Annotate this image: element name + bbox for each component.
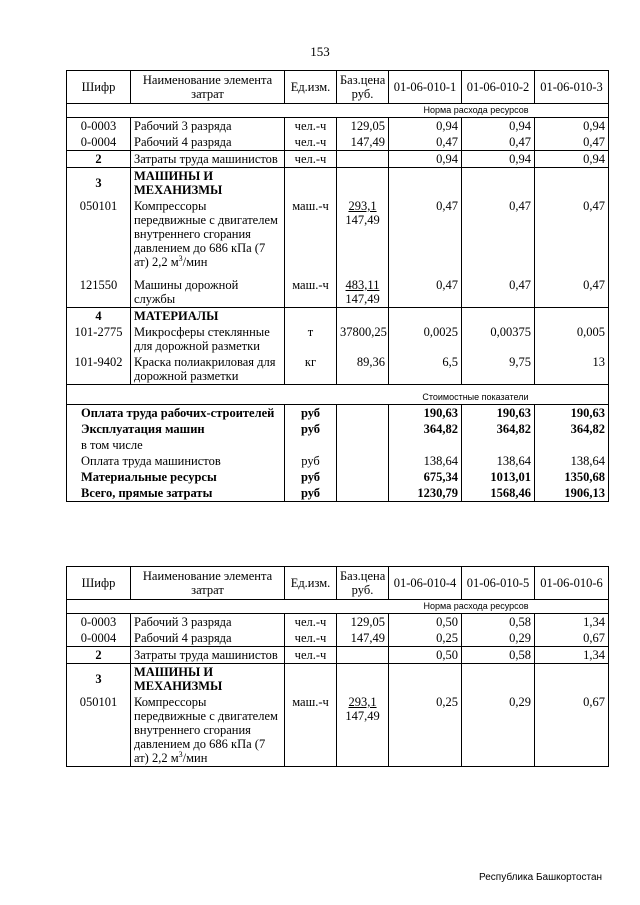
row-code: 0-0004 xyxy=(67,134,131,151)
header-col-5: 01-06-010-5 xyxy=(462,567,535,600)
table-row xyxy=(67,134,609,151)
cost-unit: руб xyxy=(285,469,337,485)
row-value: 13 xyxy=(535,354,609,385)
row-code: 0-0004 xyxy=(67,630,131,647)
row-code: 121550 xyxy=(67,270,131,308)
norm-label-row xyxy=(67,600,609,614)
row-unit: чел.-ч xyxy=(285,118,337,135)
row-value: 0,94 xyxy=(389,118,462,135)
cost-unit: руб xyxy=(285,405,337,422)
cost-name: Оплата труда рабочих-строителей xyxy=(67,405,285,422)
row-name: Компрессоры передвижные с двигателем внутреннего сгорания давлением до 686 кПа (7 ат) 2,2 $м^3$/мин xyxy=(131,198,285,270)
row-value: 0,47 xyxy=(389,134,462,151)
cost-unit: руб xyxy=(285,453,337,469)
cost-unit: руб xyxy=(285,485,337,502)
group-code: 4 xyxy=(67,308,131,325)
row-code: 050101 xyxy=(67,694,131,767)
cost-value: 138,64 xyxy=(462,453,535,469)
row-value: 6,5 xyxy=(389,354,462,385)
footer-region: Республика Башкортостан xyxy=(479,872,603,883)
row-value: 0,94 xyxy=(389,151,462,168)
header-col-1: 01-06-010-1 xyxy=(389,71,462,104)
row-code: 101-9402 xyxy=(67,354,131,385)
cost-label-row xyxy=(67,385,609,405)
row-value: 1,34 xyxy=(535,647,609,664)
table-row xyxy=(67,151,609,168)
table-row xyxy=(67,270,609,308)
row-unit: маш.-ч xyxy=(285,270,337,308)
row-value: 0,58 xyxy=(462,647,535,664)
row-value: 0,47 xyxy=(535,270,609,308)
group-row-machines xyxy=(67,168,609,199)
row-price: 37800,25 xyxy=(337,324,389,354)
cost-value: 138,64 xyxy=(535,453,609,469)
row-value: 0,67 xyxy=(535,694,609,767)
group-code: 3 xyxy=(67,168,131,199)
row-value: 0,94 xyxy=(462,151,535,168)
row-value: 0,47 xyxy=(535,134,609,151)
row-value: 0,94 xyxy=(535,118,609,135)
row-name: Машины дорожной службы xyxy=(131,270,285,308)
header-price: Баз.цена руб. xyxy=(337,71,389,104)
table-row xyxy=(67,630,609,647)
row-code: 0-0003 xyxy=(67,118,131,135)
group-name: МАШИНЫ И МЕХАНИЗМЫ xyxy=(131,168,285,199)
cost-value: 190,63 xyxy=(462,405,535,422)
cost-value: 364,82 xyxy=(462,421,535,437)
row-price: 483,11 147,49 xyxy=(337,270,389,308)
table-row xyxy=(67,324,609,354)
table-row xyxy=(67,198,609,270)
row-unit: чел.-ч xyxy=(285,134,337,151)
table-row xyxy=(67,354,609,385)
row-price xyxy=(337,647,389,664)
cost-name: Материальные ресурсы xyxy=(67,469,285,485)
row-value: 0,47 xyxy=(389,270,462,308)
row-price: 293,1 147,49 xyxy=(337,694,389,767)
row-code: 050101 xyxy=(67,198,131,270)
row-value: 0,47 xyxy=(462,270,535,308)
row-value: 0,50 xyxy=(389,647,462,664)
row-value: 0,94 xyxy=(535,151,609,168)
cost-value: 1906,13 xyxy=(535,485,609,502)
row-value: 0,47 xyxy=(535,198,609,270)
cost-value: 138,64 xyxy=(389,453,462,469)
row-value: 0,47 xyxy=(389,198,462,270)
row-value: 0,47 xyxy=(462,198,535,270)
row-price: 129,05 xyxy=(337,118,389,135)
row-code: 101-2775 xyxy=(67,324,131,354)
cost-label: Стоимостные показатели xyxy=(131,385,535,405)
row-value: 0,29 xyxy=(462,630,535,647)
cost-row xyxy=(67,437,609,453)
row-value: 0,29 xyxy=(462,694,535,767)
cost-unit: руб xyxy=(285,421,337,437)
row-name: Рабочий 4 разряда xyxy=(131,630,285,647)
row-value: 0,47 xyxy=(462,134,535,151)
row-unit: т xyxy=(285,324,337,354)
row-name: Затраты труда машинистов xyxy=(131,647,285,664)
row-name: Компрессоры передвижные с двигателем внутреннего сгорания давлением до 686 кПа (7 ат) 2,2 $м^3$/мин xyxy=(131,694,285,767)
row-name: Затраты труда машинистов xyxy=(131,151,285,168)
header-price: Баз.цена руб. xyxy=(337,567,389,600)
row-value: 1,34 xyxy=(535,614,609,631)
row-name: Рабочий 4 разряда xyxy=(131,134,285,151)
row-name: Рабочий 3 разряда xyxy=(131,118,285,135)
cost-value: 190,63 xyxy=(389,405,462,422)
norm-label: Норма расхода ресурсов xyxy=(131,104,535,118)
resource-table-2 xyxy=(66,566,609,767)
group-name: МАШИНЫ И МЕХАНИЗМЫ xyxy=(131,664,285,695)
row-unit: кг xyxy=(285,354,337,385)
header-unit: Ед.изм. xyxy=(285,71,337,104)
row-code: 2 xyxy=(67,151,131,168)
row-name: Микросферы стеклянные для дорожной разметки xyxy=(131,324,285,354)
row-value: 0,94 xyxy=(462,118,535,135)
row-price: 129,05 xyxy=(337,614,389,631)
row-value: 0,25 xyxy=(389,694,462,767)
row-value: 0,25 xyxy=(389,630,462,647)
row-value: 0,58 xyxy=(462,614,535,631)
group-code: 3 xyxy=(67,664,131,695)
cost-value: 1568,46 xyxy=(462,485,535,502)
header-code: Шифр xyxy=(67,71,131,104)
cost-value: 364,82 xyxy=(389,421,462,437)
page-number: 153 xyxy=(310,44,330,59)
table-row xyxy=(67,614,609,631)
row-value: 0,50 xyxy=(389,614,462,631)
row-code: 0-0003 xyxy=(67,614,131,631)
header-name: Наименование элемента затрат xyxy=(131,567,285,600)
cost-value: 364,82 xyxy=(535,421,609,437)
row-price: 147,49 xyxy=(337,630,389,647)
row-name: Краска полиакриловая для дорожной разметки xyxy=(131,354,285,385)
cost-value: 675,34 xyxy=(389,469,462,485)
cost-row xyxy=(67,469,609,485)
row-price: 147,49 xyxy=(337,134,389,151)
cost-value: 1230,79 xyxy=(389,485,462,502)
resource-table-1 xyxy=(66,70,609,502)
row-value: 9,75 xyxy=(462,354,535,385)
row-unit: чел.-ч xyxy=(285,614,337,631)
row-value: 0,67 xyxy=(535,630,609,647)
table-row xyxy=(67,118,609,135)
header-unit: Ед.изм. xyxy=(285,567,337,600)
row-value: 0,005 xyxy=(535,324,609,354)
table-header-row xyxy=(67,567,609,600)
cost-name: Эксплуатация машин xyxy=(67,421,285,437)
group-row-machines xyxy=(67,664,609,695)
row-value: 0,0025 xyxy=(389,324,462,354)
row-code: 2 xyxy=(67,647,131,664)
row-price xyxy=(337,151,389,168)
header-name: Наименование элемента затрат xyxy=(131,71,285,104)
group-name: МАТЕРИАЛЫ xyxy=(131,308,285,325)
cost-name: Всего, прямые затраты xyxy=(67,485,285,502)
table-row xyxy=(67,694,609,767)
row-unit: чел.-ч xyxy=(285,647,337,664)
header-col-3: 01-06-010-3 xyxy=(535,71,609,104)
header-code: Шифр xyxy=(67,567,131,600)
cost-value: 1350,68 xyxy=(535,469,609,485)
table-header-row xyxy=(67,71,609,104)
row-value: 0,00375 xyxy=(462,324,535,354)
row-unit: чел.-ч xyxy=(285,630,337,647)
norm-label-row xyxy=(67,104,609,118)
row-unit: маш.-ч xyxy=(285,198,337,270)
group-row-materials xyxy=(67,308,609,325)
row-unit: маш.-ч xyxy=(285,694,337,767)
header-col-6: 01-06-010-6 xyxy=(535,567,609,600)
row-price: 89,36 xyxy=(337,354,389,385)
cost-value: 190,63 xyxy=(535,405,609,422)
header-col-2: 01-06-010-2 xyxy=(462,71,535,104)
header-col-4: 01-06-010-4 xyxy=(389,567,462,600)
row-price: 293,1 147,49 xyxy=(337,198,389,270)
cost-row xyxy=(67,453,609,469)
cost-name: в том числе xyxy=(67,437,285,453)
cost-name: Оплата труда машинистов xyxy=(67,453,285,469)
cost-row xyxy=(67,405,609,422)
cost-row xyxy=(67,485,609,502)
table-row xyxy=(67,647,609,664)
cost-value: 1013,01 xyxy=(462,469,535,485)
row-name: Рабочий 3 разряда xyxy=(131,614,285,631)
cost-row xyxy=(67,421,609,437)
norm-label: Норма расхода ресурсов xyxy=(131,600,535,614)
row-unit: чел.-ч xyxy=(285,151,337,168)
